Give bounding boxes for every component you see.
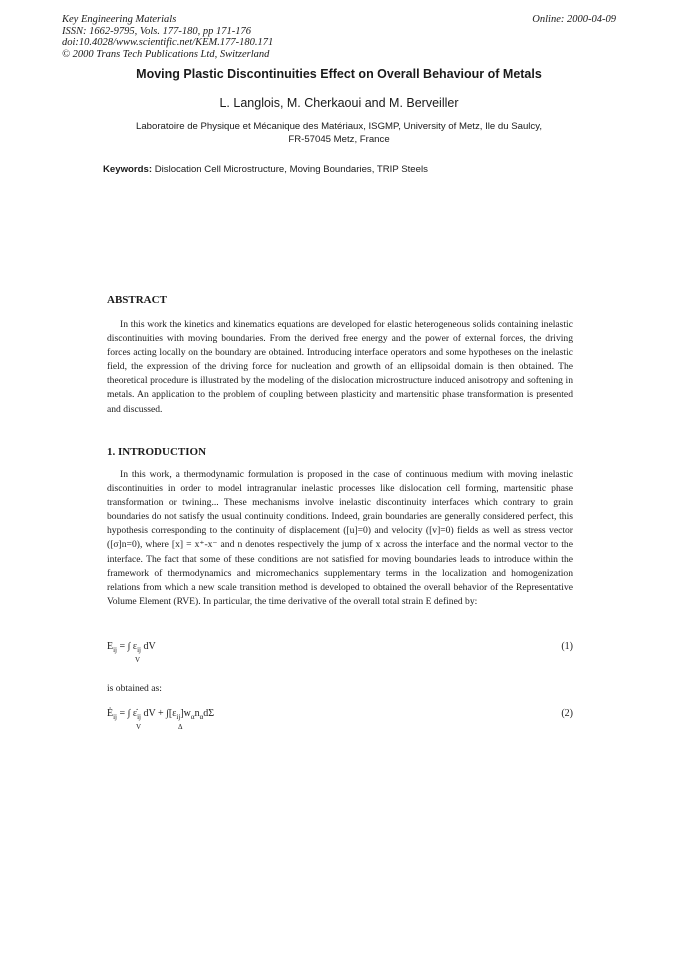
equation-2 — [107, 708, 214, 719]
introduction-text: In this work, a thermodynamic formulation is proposed in the case of continuous medium with moving inelastic discontinuities in order to model intragranular inelastic processes like dislocation cell forming, martensitic phase transformation or twining... These mechanisms involve inelastic discontinuity interfaces which contrary to grain boundaries do not satisfy the usual continuity conditions. Indeed, grain boundaries are generally considered perfect, this hypothesis corresponding to the continuity of displacement ([u]=0) and velocity ([v]=0) fields as well as stress vector ([σ]n=0), where [x] = x⁺-x⁻ and n denotes respectively the jump of x across the interface and the normal vector to the interface. The fact that some of these conditions are not satisfied for moving boundaries leads to introduce within the framework of thermodynamics and micromechanics supplementary terms in the localization and homogenization relations from which a new scale transition method is developed to obtained the overall behavior of the Representative Volume Element (RVE). In particular, the time derivative of the overall total strain E defined by: — [107, 469, 573, 607]
eq2-n: n — [194, 708, 200, 719]
introduction-heading: 1. INTRODUCTION — [107, 446, 207, 458]
affiliation-line-2: FR-57045 Metz, France — [288, 133, 390, 145]
eq1-rhs: = ∫ ε — [119, 641, 138, 652]
eq2-bracket: [ε — [168, 708, 177, 719]
affiliation-line-1: Laboratoire de Physique et Mécanique des Matériaux, ISGMP, University of Metz, Ile du Saulcy, — [136, 121, 542, 132]
keywords-value: Dislocation Cell Microstructure, Moving Boundaries, TRIP Steels — [154, 164, 428, 175]
paper-title: Moving Plastic Discontinuities Effect on Overall Behaviour of Metals — [136, 67, 542, 81]
abstract-text: In this work the kinetics and kinematics equations are developed for elastic heterogeneous solids containing inelastic discontinuities with moving boundaries. From the derived free energy and the power of external forces, the driving forces acting locally on the boundary are obtained. Introducing interface operators and some hypotheses on the inelastic field, the expression of the driving force for nucleation and growth of an ellipsoidal domain is then obtained. The theoretical procedure is illustrated by the modeling of the dislocation microstructure induced anisotropy and softening in metals. An application to the problem of coupling between plasticity and martensitic phase transformation is presented and discussed. — [107, 319, 573, 415]
eq2-term1-tail: dV + ∫ — [140, 708, 169, 719]
eq2-n-sub: α — [199, 713, 204, 721]
eq1-lhs: E — [107, 641, 114, 652]
eq1-lhs-sub: ij — [113, 646, 117, 654]
abstract-heading: ABSTRACT — [107, 294, 167, 306]
eq2-domain-2: Δ — [178, 723, 183, 731]
eq2-number: (2) — [561, 708, 573, 719]
eq2-w: w — [183, 708, 191, 719]
journal-header — [62, 14, 273, 60]
eq2-lhs: Ė — [107, 708, 114, 719]
eq2-tail-end: dΣ — [203, 708, 215, 719]
journal-name: Key Engineering Materials — [62, 14, 177, 25]
eq1-number: (1) — [561, 641, 573, 652]
doi-line: doi:10.4028/www.scientific.net/KEM.177-180.171 — [62, 37, 274, 48]
eq1-rhs-sub: ij — [137, 646, 141, 654]
copyright-line: © 2000 Trans Tech Publications Ltd, Switzerland — [62, 48, 270, 60]
obtained-as: is obtained as: — [107, 683, 162, 694]
eq2-lhs-sub: ij — [113, 713, 117, 721]
keywords-label: Keywords: — [103, 164, 153, 175]
online-date: Online: 2000-04-09 — [532, 14, 616, 25]
equation-1 — [107, 641, 156, 652]
eq1-domain: V — [135, 656, 141, 664]
issn-line: ISSN: 1662-9795, Vols. 177-180, pp 171-176 — [62, 25, 251, 37]
eq2-term1-sub: ij — [137, 713, 141, 721]
eq2-bracket-close: ] — [180, 708, 184, 719]
eq2-bracket-sub: ij — [176, 713, 181, 721]
eq2-w-sub: α — [190, 713, 195, 721]
author-list: L. Langlois, M. Cherkaoui and M. Berveiller — [219, 96, 459, 110]
eq2-term1: = ∫ ε̇ — [119, 708, 138, 719]
affiliation — [100, 121, 578, 146]
keywords — [103, 164, 428, 175]
eq1-rhs-tail: dV — [140, 641, 156, 652]
eq2-domain-1: V — [136, 723, 142, 731]
